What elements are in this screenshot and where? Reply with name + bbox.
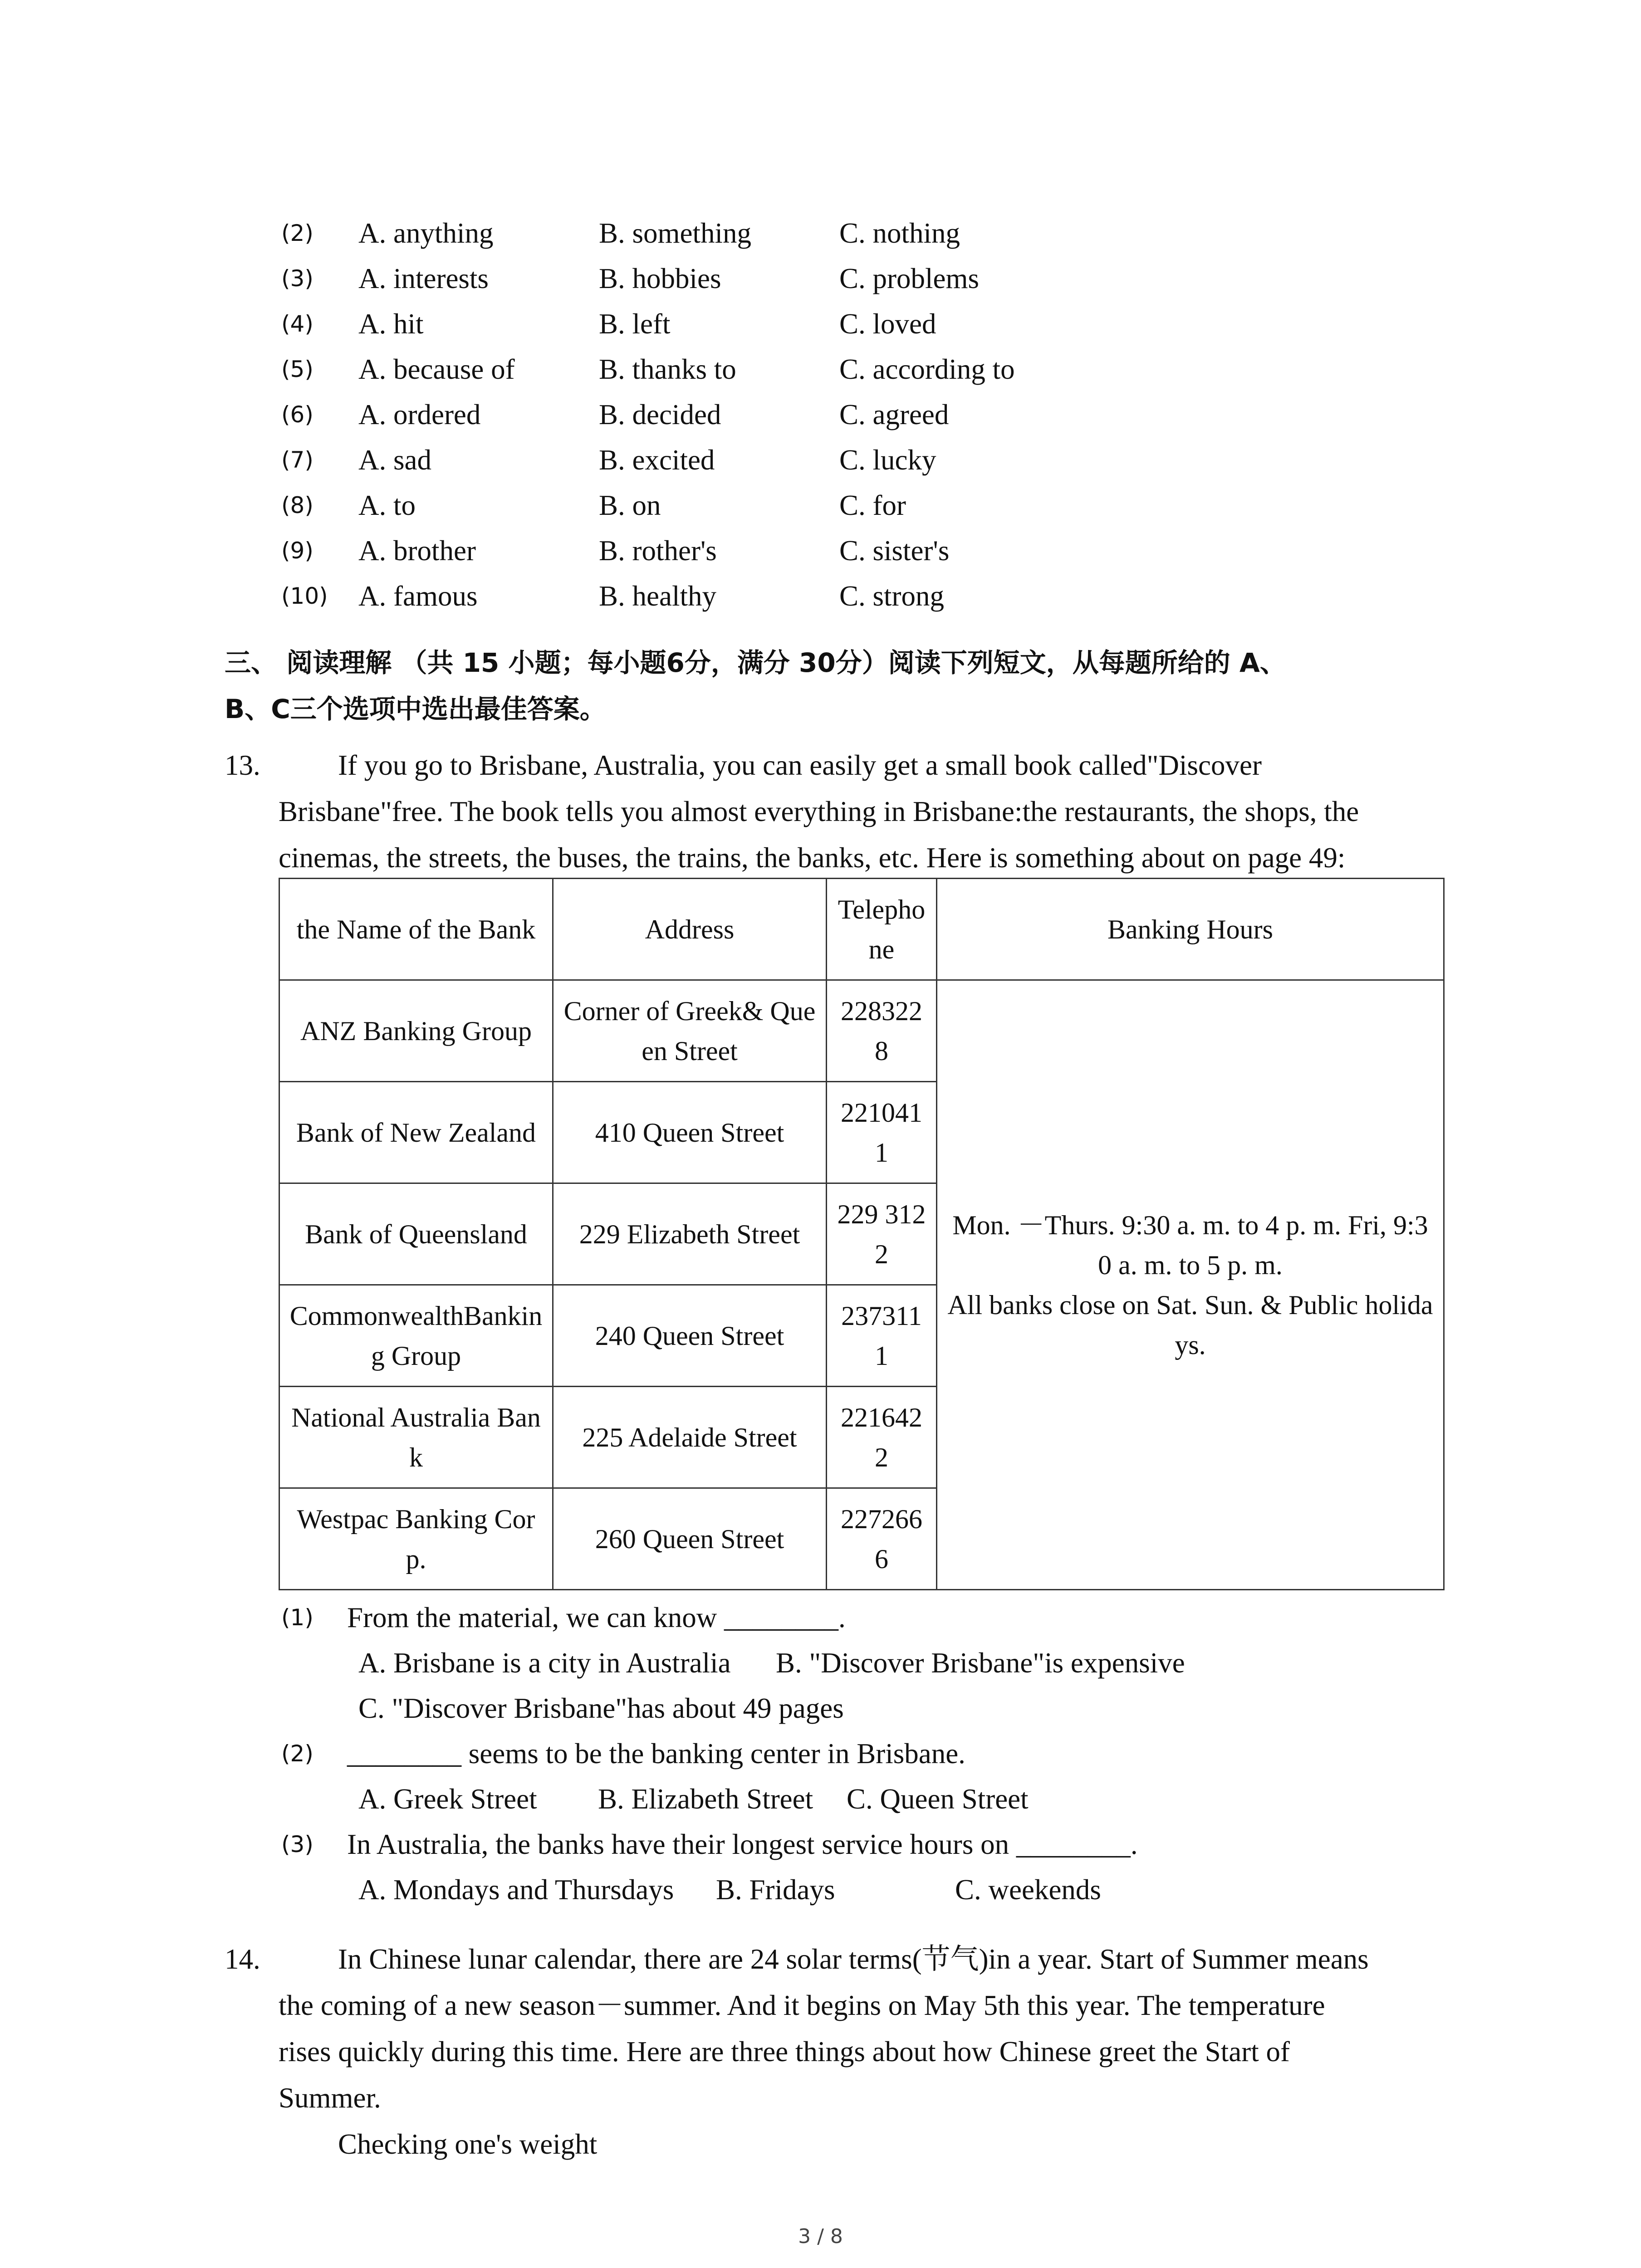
bank-name: Bank of New Zealand [279, 1082, 553, 1183]
choice-b: B. hobbies [599, 263, 721, 294]
passage-line: If you go to Brisbane, Australia, you can easily get a small book called"Discover [338, 749, 1262, 781]
option-number: (2) [281, 220, 314, 246]
question-number: 13. [225, 749, 260, 781]
choice-c: C. Queen Street [847, 1783, 1029, 1815]
passage-line: Summer. [279, 2082, 381, 2114]
bank-phone: 229 3122 [827, 1183, 937, 1285]
choice-b: B. Fridays [716, 1874, 835, 1906]
bank-address: 229 Elizabeth Street [553, 1183, 827, 1285]
choice-a: A. brother [358, 535, 476, 567]
bank-name: Westpac Banking Corp. [279, 1488, 553, 1590]
bank-name: ANZ Banking Group [279, 980, 553, 1082]
option-number: (4) [281, 311, 314, 337]
choice-b: B. left [599, 308, 671, 340]
choice-a: A. Brisbane is a city in Australia [358, 1647, 731, 1679]
choice-a: A. famous [358, 580, 478, 612]
choice-b: B. something [599, 217, 752, 249]
choice-c: C. according to [839, 353, 1015, 385]
banking-hours-closed: All banks close on Sat. Sun. & Public holidays. [947, 1290, 1433, 1360]
option-number: (3) [281, 265, 314, 292]
bank-phone: 2283228 [827, 980, 937, 1082]
choice-a: A. Greek Street [358, 1783, 537, 1815]
bank-address: 240 Queen Street [553, 1285, 827, 1387]
choice-c: C. lucky [839, 444, 936, 476]
bank-address: Corner of Greek& Queen Street [553, 980, 827, 1082]
option-number: (7) [281, 447, 314, 473]
choice-a: A. Mondays and Thursdays [358, 1874, 674, 1906]
column-header: the Name of the Bank [279, 879, 553, 980]
bank-name: Bank of Queensland [279, 1183, 553, 1285]
bank-address: 225 Adelaide Street [553, 1387, 827, 1488]
option-number: (6) [281, 401, 314, 428]
choice-a: A. interests [358, 263, 489, 294]
bank-phone: 2216422 [827, 1387, 937, 1488]
sub-question-text: ________ seems to be the banking center in Brisbane. [347, 1738, 965, 1769]
table-header-row [279, 879, 1444, 980]
passage-line: Brisbane"free. The book tells you almost everything in Brisbane:the restaurants, the shops, the [279, 796, 1359, 827]
choice-c: C. "Discover Brisbane"has about 49 pages [358, 1692, 844, 1724]
choice-b: B. excited [599, 444, 715, 476]
choice-a: A. sad [358, 444, 431, 476]
choice-b: B. thanks to [599, 353, 736, 385]
choice-c: C. loved [839, 308, 936, 340]
question-number: 14. [225, 1943, 260, 1975]
banking-hours-cell [937, 980, 1444, 1590]
sub-question-number: (2) [281, 1740, 314, 1767]
choice-a: A. ordered [358, 399, 481, 430]
choice-c: C. sister's [839, 535, 950, 567]
page-number: 3 / 8 [798, 2225, 843, 2248]
choice-c: C. nothing [839, 217, 960, 249]
section-heading: 三、 阅读理解 （共 15 小题；每小题6分，满分 30分）阅读下列短文，从每题所给的 A、 [225, 647, 1286, 678]
bank-phone: 2210411 [827, 1082, 937, 1183]
passage-subheading: Checking one's weight [338, 2128, 598, 2160]
table-row [279, 980, 1444, 1082]
passage-line: In Chinese lunar calendar, there are 24 solar terms(节气)in a year. Start of Summer means [338, 1943, 1369, 1975]
passage-line: the coming of a new season－summer. And it begins on May 5th this year. The temperature [279, 1989, 1325, 2021]
choice-c: C. agreed [839, 399, 949, 430]
choice-c: C. for [839, 489, 906, 521]
sub-question-text: From the material, we can know ________. [347, 1602, 846, 1633]
section-heading-continued: B、C三个选项中选出最佳答案。 [225, 694, 606, 724]
bank-name: CommonwealthBanking Group [279, 1285, 553, 1387]
passage-line: rises quickly during this time. Here are three things about how Chinese greet the Start of [279, 2036, 1290, 2068]
choice-b: B. "Discover Brisbane"is expensive [776, 1647, 1185, 1679]
bank-table [279, 878, 1445, 1590]
choice-c: C. weekends [955, 1874, 1101, 1906]
bank-address: 410 Queen Street [553, 1082, 827, 1183]
option-number: (10) [281, 583, 328, 609]
bank-phone: 2272666 [827, 1488, 937, 1590]
choice-b: B. rother's [599, 535, 717, 567]
column-header: Telephone [827, 879, 937, 980]
choice-a: A. because of [358, 353, 515, 385]
choice-b: B. decided [599, 399, 721, 430]
passage-line: cinemas, the streets, the buses, the trains, the banks, etc. Here is something about on page 49: [279, 842, 1346, 874]
banking-hours-weekday: Mon. －Thurs. 9:30 a. m. to 4 p. m. Fri, 9:30 a. m. to 5 p. m. [952, 1210, 1428, 1280]
choice-c: C. strong [839, 580, 945, 612]
bank-address: 260 Queen Street [553, 1488, 827, 1590]
column-header: Banking Hours [937, 879, 1444, 980]
choice-a: A. anything [358, 217, 494, 249]
choice-a: A. hit [358, 308, 424, 340]
option-number: (9) [281, 538, 314, 564]
option-number: (8) [281, 492, 314, 518]
sub-question-number: (1) [281, 1604, 314, 1631]
choice-c: C. problems [839, 263, 979, 294]
choice-b: B. on [599, 489, 661, 521]
column-header: Address [553, 879, 827, 980]
choice-b: B. healthy [599, 580, 716, 612]
choice-b: B. Elizabeth Street [598, 1783, 813, 1815]
bank-phone: 2373111 [827, 1285, 937, 1387]
sub-question-text: In Australia, the banks have their longest service hours on ________. [347, 1828, 1138, 1860]
choice-a: A. to [358, 489, 416, 521]
option-number: (5) [281, 356, 314, 382]
bank-name: National Australia Bank [279, 1387, 553, 1488]
sub-question-number: (3) [281, 1831, 314, 1857]
